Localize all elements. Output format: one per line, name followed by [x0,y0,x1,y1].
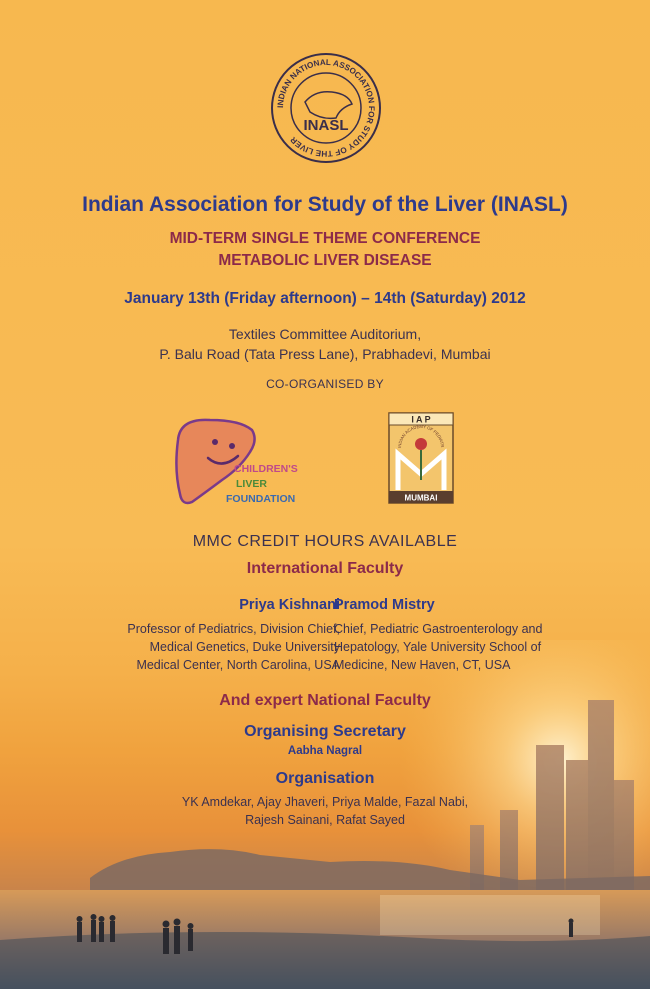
svg-text:I A P: I A P [411,414,431,425]
faculty-name: Priya Kishnani [239,597,340,613]
international-faculty-heading: International Faculty [246,560,404,577]
svg-text:CHILDREN'S: CHILDREN'S [234,463,298,475]
conference-dates: January 13th (Friday afternoon) – 14th (Saturday) 2012 [124,290,526,307]
svg-text:INDIAN ACADEMY OF PEDIATRICS: INDIAN ACADEMY OF PEDIATR [396,423,446,449]
organisation-heading: Organisation [275,770,375,787]
svg-text:MUMBAI: MUMBAI [404,493,438,503]
inasl-logo [270,52,382,164]
svg-text:LIVER: LIVER [236,478,267,490]
faculty-affiliation-line: Chief, Pediatric Gastroenterology and [334,622,543,636]
conference-theme: METABOLIC LIVER DISEASE [218,252,432,269]
conference-type: MID-TERM SINGLE THEME CONFERENCE [169,230,481,247]
credit-hours-notice: MMC CREDIT HOURS AVAILABLE [192,533,458,550]
co-organised-label: CO-ORGANISED BY [266,377,384,391]
faculty-affiliation-line: Medicine, New Haven, CT, USA [334,658,511,672]
organising-secretary-heading: Organising Secretary [244,723,406,740]
national-faculty-heading: And expert National Faculty [219,692,431,709]
childrens-liver-foundation-logo [170,410,320,515]
organising-secretary-name: Aabha Nagral [287,745,363,757]
venue-line-2: P. Balu Road (Tata Press Lane), Prabhadevi, Mumbai [159,346,491,362]
venue-line-1: Textiles Committee Auditorium, [228,326,422,342]
faculty-affiliation-line: Hepatology, Yale University School of [334,640,542,654]
faculty-affiliation-line: Medical Center, North Carolina, USA [136,658,340,672]
organisation-title: Indian Association for Study of the Liver (INASL) [82,193,568,216]
faculty-affiliation-line: Professor of Pediatrics, Division Chief, [127,622,340,636]
svg-text:FOUNDATION: FOUNDATION [226,493,296,505]
faculty-affiliation-line: Medical Genetics, Duke University [149,640,340,654]
iap-mumbai-logo [388,412,454,504]
svg-text:INASL: INASL [303,117,349,134]
svg-text:INDIAN NATIONAL ASSOCIATION FO: INDIAN NATIONAL ASSOCIATION FOR STUDY OF THE LIVER [275,57,377,159]
organisation-members-line-1: YK Amdekar, Ajay Jhaveri, Priya Malde, Fazal Nabi, [181,795,469,809]
organisation-members-line-2: Rajesh Sainani, Rafat Sayed [245,813,405,827]
faculty-name: Pramod Mistry [334,597,435,613]
